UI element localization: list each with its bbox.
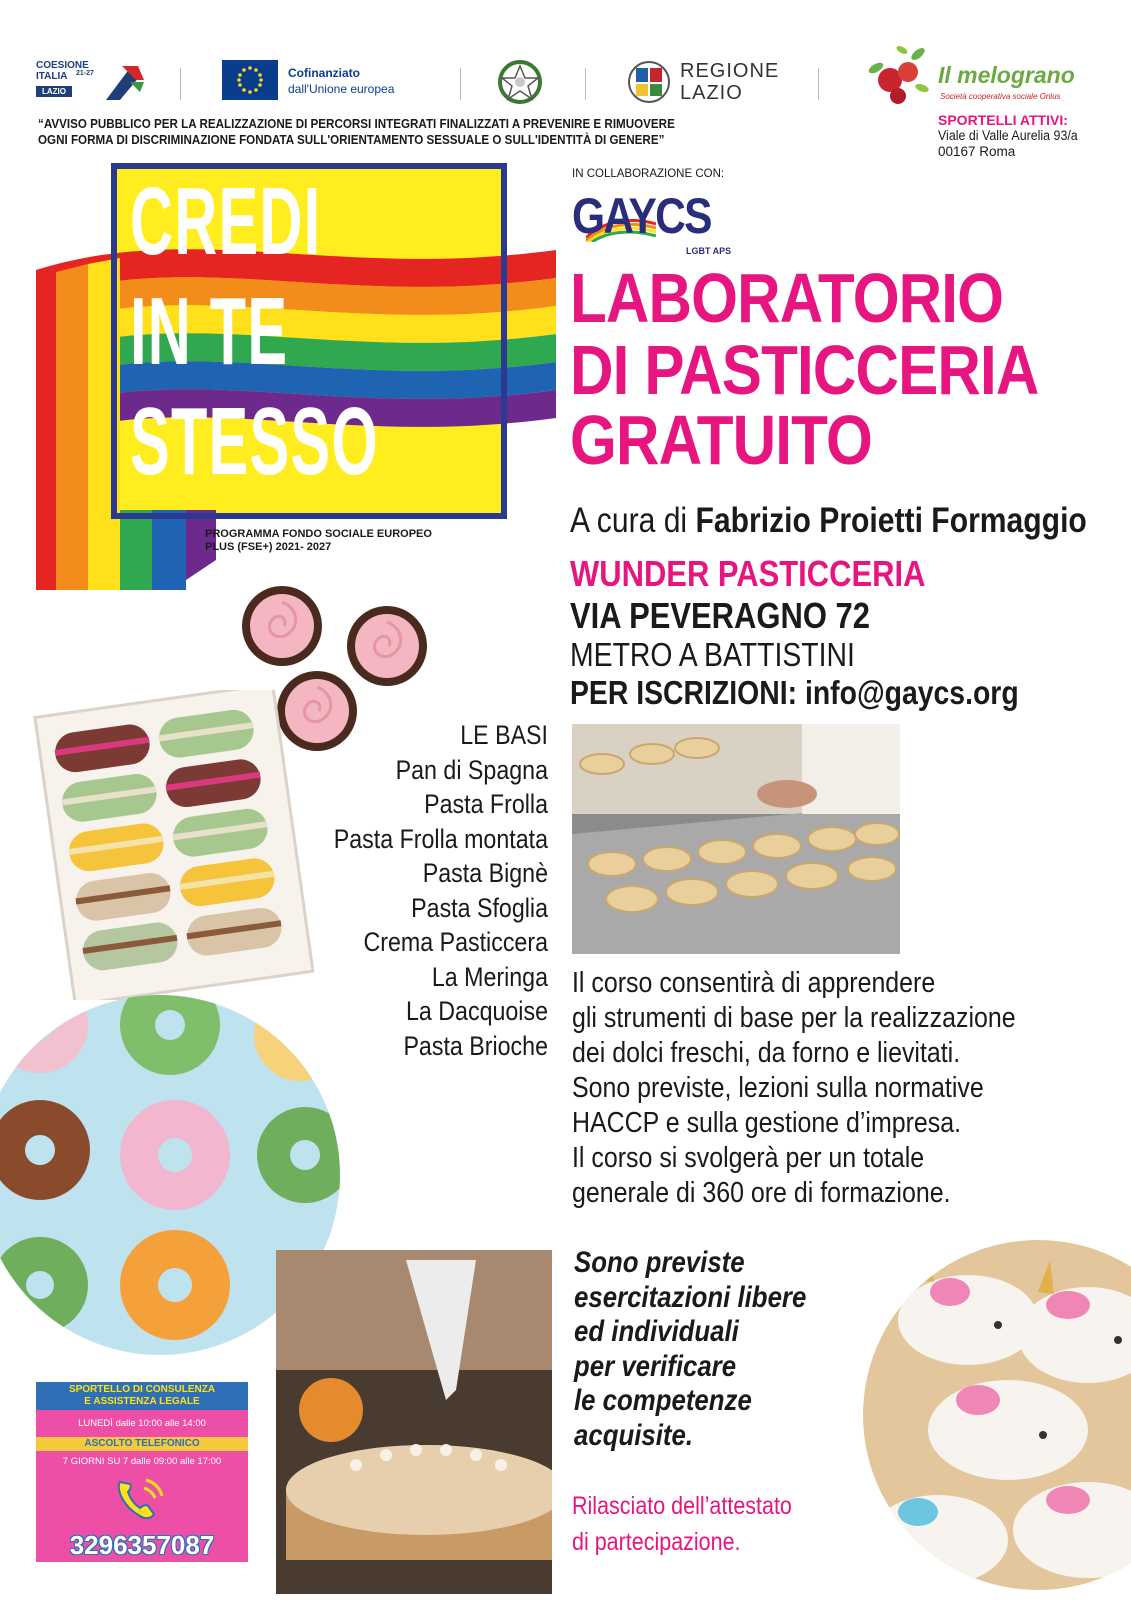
list-item: Crema Pasticcera [363, 927, 548, 957]
list-item: La Dacquoise [405, 996, 548, 1026]
sportello-title-1: SPORTELLO DI CONSULENZA [68, 1384, 216, 1395]
description-line: dei dolci freschi, da forno e lievitati. [572, 1037, 961, 1069]
venue-metro: METRO A BATTISTINI [570, 636, 855, 673]
certificate-line-1: Rilasciato dell’attestato [572, 1492, 792, 1520]
venue-address: VIA PEVERAGNO 72 [570, 595, 870, 636]
exercises-line: acquisite. [574, 1418, 694, 1452]
description-line: gli strumenti di base per la realizzazione [572, 1002, 1016, 1034]
list-item: Pasta Bignè [422, 858, 548, 888]
course-description [572, 966, 1112, 1211]
iscrizioni-line: PER ISCRIZIONI: info@gaycs.org [570, 674, 1019, 711]
brand-line-3: STESSO [130, 388, 379, 495]
exercises-line: Sono previste [574, 1246, 745, 1279]
coesione-years: 21-27 [76, 70, 94, 77]
ascolto-hours: 7 GIORNI SU 7 dalle 09:00 alle 17:00 [62, 1456, 222, 1467]
description-line: Il corso si svolgerà per un totale [572, 1142, 925, 1174]
curator-line [570, 500, 1087, 542]
regione-text-1: REGIONE [680, 60, 780, 82]
description-line: Il corso consentirà di apprendere [572, 967, 936, 999]
venue-name: WUNDER PASTICCERIA [570, 553, 926, 594]
coesione-arrow-icon [100, 62, 144, 102]
sportelli-address-1: Viale di Valle Aurelia 93/a [938, 128, 1078, 143]
sportello-box [36, 1382, 248, 1562]
coesione-logo [36, 60, 146, 102]
curator-prefix: A cura di [570, 501, 688, 540]
list-item: Pasta Frolla [424, 789, 548, 819]
brand-line-1: CREDI [130, 168, 322, 275]
avviso-line-1: “AVVISO PUBBLICO PER LA REALIZZAZIONE DI PERCORSI INTEGRATI FINALIZZATI A PREVENIRE E RIMUOVERE [38, 117, 675, 131]
melograno-name: Il melograno [938, 62, 1075, 88]
title-line-2: DI PASTICCERIA [570, 331, 1039, 409]
exercises-line: esercitazioni libere [574, 1280, 807, 1314]
gaycs-sub: LGBT APS [686, 246, 732, 256]
exercises-line: ed individuali [574, 1315, 739, 1348]
title-line-1: LABORATORIO [570, 259, 1004, 337]
brand-line-2: IN TE [130, 278, 289, 385]
programma-line-2: PLUS (FSE+) 2021- 2027 [205, 541, 332, 553]
description-line: generale di 360 ore di formazione. [572, 1177, 951, 1209]
italy-emblem-icon [495, 58, 545, 106]
certificate-line-2: di partecipazione. [572, 1528, 741, 1556]
coesione-region: LAZIO [36, 86, 72, 97]
collab-label: IN COLLABORAZIONE CON: [572, 168, 725, 180]
coesione-italia: ITALIA [36, 71, 68, 82]
description-line: HACCP e sulla gestione d’impresa. [572, 1107, 962, 1139]
melograno-sub: Società cooperativa sociale Onlus [940, 92, 1061, 101]
ascolto-title: ASCOLTO TELEFONICO [84, 1438, 200, 1449]
list-item: La Meringa [431, 961, 548, 992]
bakery-dough-photo [572, 724, 900, 954]
exercises-line: le competenze [574, 1384, 752, 1417]
sportelli-address-2: 00167 Roma [938, 144, 1016, 159]
regione-text-2: LAZIO [680, 82, 743, 104]
cake-decorating-photo [276, 1250, 552, 1594]
description-line: Sono previste, lezioni sulla normative [572, 1072, 984, 1104]
eu-flag-icon [222, 60, 278, 100]
exercises-block [574, 1246, 854, 1453]
pomegranate-icon [862, 40, 932, 110]
topics-list [248, 718, 548, 1063]
title-line-3: GRATUITO [570, 401, 872, 479]
list-item: Pan di Spagna [395, 754, 548, 785]
curator-name: Fabrizio Proietti Formaggio [695, 501, 1087, 540]
coesione-label: COESIONE [36, 60, 89, 71]
exercises-line: per verificare [574, 1349, 737, 1383]
sportello-hours: LUNEDÌ dalle 10:00 alle 14:00 [78, 1418, 206, 1429]
sportello-phone[interactable]: 3296357087 [69, 1530, 215, 1560]
list-item: Pasta Frolla montata [333, 823, 548, 854]
list-item: Pasta Brioche [403, 1030, 548, 1061]
list-item: LE BASI [460, 720, 548, 750]
regione-lazio-logo [628, 58, 798, 106]
programma-line-1: PROGRAMMA FONDO SOCIALE EUROPEO [205, 528, 432, 540]
avviso-line-2: OGNI FORMA DI DISCRIMINAZIONE FONDATA SULL'ORIENTAMENTO SESSUALE O SULL'IDENTITÀ DI GENERE” [38, 133, 665, 147]
melograno-logo [862, 40, 1102, 110]
regione-shield-icon [628, 60, 670, 104]
eu-text-2: dall'Unione europea [288, 82, 395, 96]
sportelli-label: SPORTELLI ATTIVI: [938, 112, 1068, 128]
phone-icon [112, 1474, 168, 1524]
eu-text-1: Cofinanziato [288, 66, 360, 80]
list-item: Pasta Sfoglia [411, 892, 548, 923]
gaycs-logo [572, 188, 752, 258]
eu-logo [222, 60, 422, 102]
unicorn-cookies-photo [858, 1240, 1131, 1600]
sportello-title-2: E ASSISTENZA LEGALE [84, 1396, 200, 1407]
gaycs-name: GAYCS [572, 188, 711, 244]
